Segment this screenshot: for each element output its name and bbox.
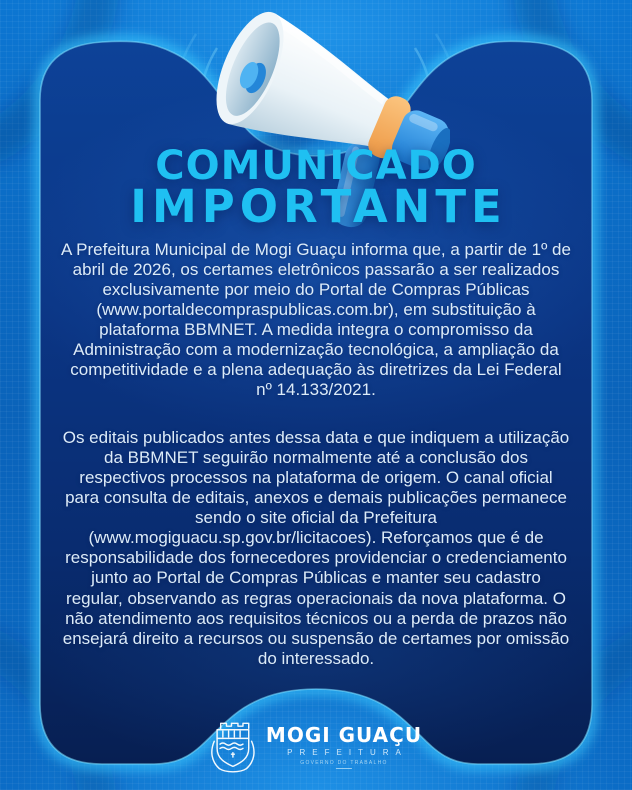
paragraph-2: Os editais publicados antes dessa data e que indiquem a utilização da BBMNET seguirão normalmente até a conclusão dos respectivos processos na plataforma de origem. O canal oficial para consulta de editais, anexos e demais publicações permanece sendo o site oficial da Prefeitura (www.mogiguacu.sp.gov.br/licitacoes). Reforçamos que é de responsabilidade dos fornecedores providenciar o credenciamento junto ao Portal de Compras Públicas e manter seu cadastro regular, observando as regras operacionais da nova plataforma. O não atendimento aos requisitos técnicos ou a perda de prazos não ensejará direito a recursos ou suspensão de certames por omissão do interessado. [62, 428, 570, 668]
logo-city-name: MOGI GUAÇU [265, 723, 423, 747]
paragraph-1: A Prefeitura Municipal de Mogi Guaçu informa que, a partir de 1º de abril de 2026, os certames eletrônicos passarão a ser realizados exclusivamente por meio do Portal de Compras Públicas (www.portaldecompraspublicas.com.br), em substituição à plataforma BBMNET. A medida integra o compromisso da Administração com a modernização tecnológica, a ampliação da competitividade e a plena adequação às diretrizes da Lei Federal nº 14.133/2021. [61, 239, 571, 400]
announcement-content [42, 143, 590, 669]
title-line-1: COMUNICADO [155, 143, 477, 189]
city-crest-icon [210, 719, 256, 775]
logo-text [266, 725, 422, 769]
announcement-body [42, 240, 590, 669]
logo-tagline: GOVERNO DO TRABALHO [300, 760, 388, 766]
title-line-2: IMPORTANTE [130, 180, 507, 233]
logo-subtitle: PREFEITURA [287, 748, 408, 757]
logo-tagline-rule [336, 768, 352, 769]
page-title [42, 143, 590, 233]
footer-logo [210, 719, 422, 775]
